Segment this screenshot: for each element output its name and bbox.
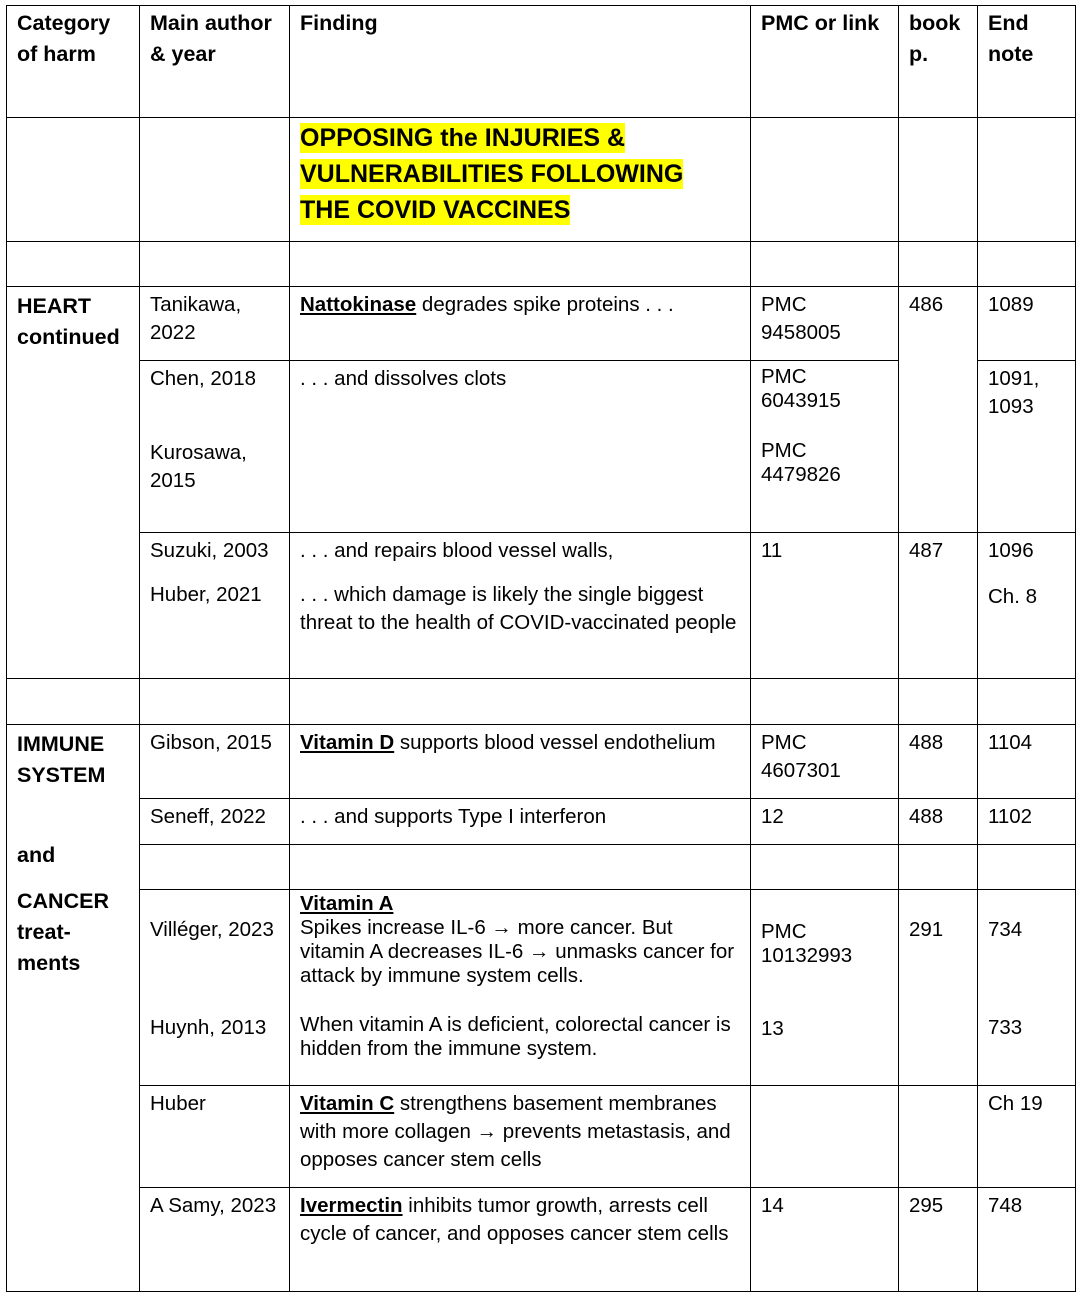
endnote-cell: 1096 Ch. 8 (978, 533, 1076, 679)
finding-cell: Ivermectin inhibits tumor growth, arrests cell cycle of cancer, and opposes cancer stem cells (290, 1188, 751, 1292)
header-book-page: book p. (899, 6, 978, 118)
vitamin-c-term: Vitamin C (300, 1092, 395, 1115)
pmc-cell: PMC 4607301 (751, 725, 899, 799)
endnote-cell: 1089 (978, 287, 1076, 361)
book-page-cell: 487 (899, 533, 978, 679)
author-cell: Tanikawa, 2022 (140, 287, 290, 361)
header-pmc: PMC or link (751, 6, 899, 118)
header-author: Main author & year (140, 6, 290, 118)
ivermectin-term: Ivermectin (300, 1194, 403, 1217)
section-cancer: CANCER treat-ments (17, 889, 109, 975)
author-cell: A Samy, 2023 (140, 1188, 290, 1292)
endnote-cell: Ch 19 (978, 1086, 1076, 1188)
section-immune-cancer (7, 725, 140, 1292)
author-cell: Villéger, 2023 Huynh, 2013 (140, 890, 290, 1086)
pmc-cell: 12 (751, 799, 899, 845)
finding-cell: . . . and repairs blood vessel walls, . . . which damage is likely the single biggest threat to the health of COVID-vaccinated people (290, 533, 751, 679)
section-and: and (17, 843, 56, 867)
pmc-cell: PMC 9458005 (751, 287, 899, 361)
finding-cell: Vitamin D supports blood vessel endothelium (290, 725, 751, 799)
table-row (7, 533, 1076, 679)
author-cell: Seneff, 2022 (140, 799, 290, 845)
book-page-cell: 295 (899, 1188, 978, 1292)
author-cell: Chen, 2018 Kurosawa, 2015 (140, 361, 290, 533)
finding-cell: Nattokinase degrades spike proteins . . . (290, 287, 751, 361)
endnote-cell: 1091, 1093 (978, 361, 1076, 533)
author-cell: Gibson, 2015 (140, 725, 290, 799)
header-finding: Finding (290, 6, 751, 118)
endnote-cell: 1102 (978, 799, 1076, 845)
table-row (7, 287, 1076, 361)
header-endnote: End note (978, 6, 1076, 118)
table-row (7, 799, 1076, 845)
pmc-cell: 14 (751, 1188, 899, 1292)
endnote-cell: 1104 (978, 725, 1076, 799)
section-heart: HEART continued (7, 287, 140, 679)
author-cell: Huber (140, 1086, 290, 1188)
book-page-cell: 488 (899, 725, 978, 799)
pmc-cell: 11 (751, 533, 899, 679)
book-page-cell: 486 (899, 287, 978, 533)
spacer-row (7, 679, 1076, 725)
vitamin-d-term: Vitamin D (300, 731, 395, 754)
finding-cell: . . . and dissolves clots (290, 361, 751, 533)
finding-cell: . . . and supports Type I interferon (290, 799, 751, 845)
banner-title: OPPOSING the INJURIES & VULNERABILITIES FOLLOWING THE COVID VACCINES (300, 124, 684, 224)
header-row (7, 6, 1076, 118)
endnote-cell: 748 (978, 1188, 1076, 1292)
nattokinase-term: Nattokinase (300, 293, 417, 316)
spacer-row (7, 845, 1076, 890)
vitamin-a-term: Vitamin A (300, 892, 394, 915)
pmc-cell: PMC 6043915 PMC 4479826 (751, 361, 899, 533)
book-page-cell: 488 (899, 799, 978, 845)
table-row (7, 1188, 1076, 1292)
table-row (7, 890, 1076, 1086)
section-immune: IMMUNE SYSTEM (17, 732, 106, 787)
harm-table (6, 5, 1076, 1292)
finding-cell: Vitamin C strengthens basement membranes with more collagen → prevents metastasis, and opposes cancer stem cells (290, 1086, 751, 1188)
table-row (7, 725, 1076, 799)
table-row (7, 1086, 1076, 1188)
finding-cell: Vitamin A Spikes increase IL-6 → more cancer. But vitamin A decreases IL-6 → unmasks cancer for attack by immune system cells. When vitamin A is deficient, colorectal cancer is hidden from the immune system. (290, 890, 751, 1086)
spacer-row (7, 242, 1076, 287)
pmc-cell: PMC 10132993 13 (751, 890, 899, 1086)
banner-row (7, 118, 1076, 242)
header-category: Category of harm (7, 6, 140, 118)
book-page-cell: 291 (899, 890, 978, 1086)
endnote-cell: 734 733 (978, 890, 1076, 1086)
author-cell: Suzuki, 2003 Huber, 2021 (140, 533, 290, 679)
